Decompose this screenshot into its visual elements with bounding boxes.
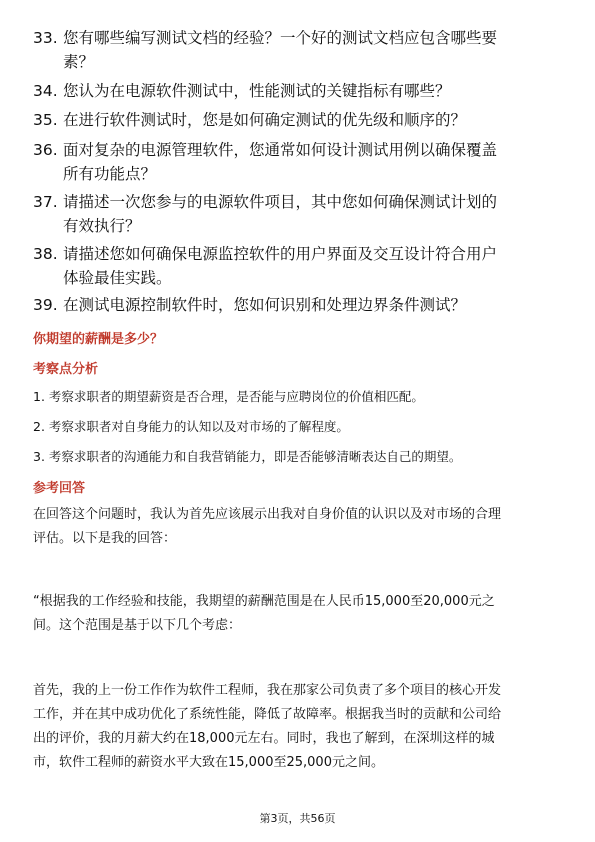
answer-paragraph-1	[33, 503, 561, 551]
analysis-point-3: 3. 考察求职者的沟通能力和自我营销能力，即是否能够清晰表达自己的期望。	[33, 449, 462, 464]
question-text-line: 请描述您如何确保电源监控软件的用户界面及交互设计符合用户	[63, 245, 498, 263]
question-text-line: 体验最佳实践。	[63, 269, 172, 287]
paragraph-line: 首先，我的上一份工作作为软件工程师，我在那家公司负责了多个项目的核心开发	[33, 683, 502, 698]
answer-heading: 参考回答	[33, 481, 86, 496]
page-footer: 第3页，共56页	[259, 812, 336, 825]
question-text-line: 所有功能点？	[63, 165, 157, 183]
paragraph-line: 工作，并在其中成功优化了系统性能，降低了故障率。根据我当时的贡献和公司给	[33, 707, 502, 722]
analysis-point-2: 2. 考察求职者对自身能力的认知以及对市场的了解程度。	[33, 419, 349, 434]
question-number: 36.	[33, 141, 58, 159]
question-text-line: 请描述一次您参与的电源软件项目，其中您如何确保测试计划的	[63, 193, 498, 211]
question-text-line: 面对复杂的电源管理软件，您通常如何设计测试用例以确保覆盖	[63, 141, 498, 159]
question-text-line: 有效执行？	[63, 217, 141, 235]
answer-paragraph-3	[33, 679, 561, 775]
question-text-line: 在测试电源控制软件时，您如何识别和处理边界条件测试？	[63, 296, 467, 314]
question-text-line: 素？	[63, 53, 95, 71]
paragraph-line: 评估。以下是我的回答：	[33, 531, 177, 546]
question-text-line: 您认为在电源软件测试中，性能测试的关键指标有哪些？	[63, 82, 451, 100]
paragraph-line: 间。这个范围是基于以下几个考虑：	[33, 618, 242, 633]
question-number: 38.	[33, 245, 58, 263]
salary-question-heading: 你期望的薪酬是多少？	[33, 332, 164, 347]
paragraph-line: 市，软件工程师的薪资水平大致在15,000至25,000元之间。	[33, 755, 384, 770]
analysis-heading: 考察点分析	[33, 362, 99, 377]
paragraph-line: 在回答这个问题时，我认为首先应该展示出我对自身价值的认识以及对市场的合理	[33, 507, 502, 522]
question-number: 39.	[33, 296, 58, 314]
paragraph-line: “根据我的工作经验和技能，我期望的薪酬范围是在人民币15,000至20,000元之	[33, 594, 495, 609]
question-number: 35.	[33, 111, 58, 129]
answer-paragraph-2	[33, 590, 561, 638]
question-number: 33.	[33, 29, 58, 47]
analysis-point-1: 1. 考察求职者的期望薪资是否合理，是否能与应聘岗位的价值相匹配。	[33, 389, 424, 404]
question-number: 37.	[33, 193, 58, 211]
question-text-line: 您有哪些编写测试文档的经验？一个好的测试文档应包含哪些要	[63, 29, 498, 47]
paragraph-line: 出的评价，我的月薪大约在18,000元左右。同时，我也了解到，在深圳这样的城	[33, 731, 495, 746]
question-text-line: 在进行软件测试时，您是如何确定测试的优先级和顺序的？	[63, 111, 467, 129]
question-number: 34.	[33, 82, 58, 100]
